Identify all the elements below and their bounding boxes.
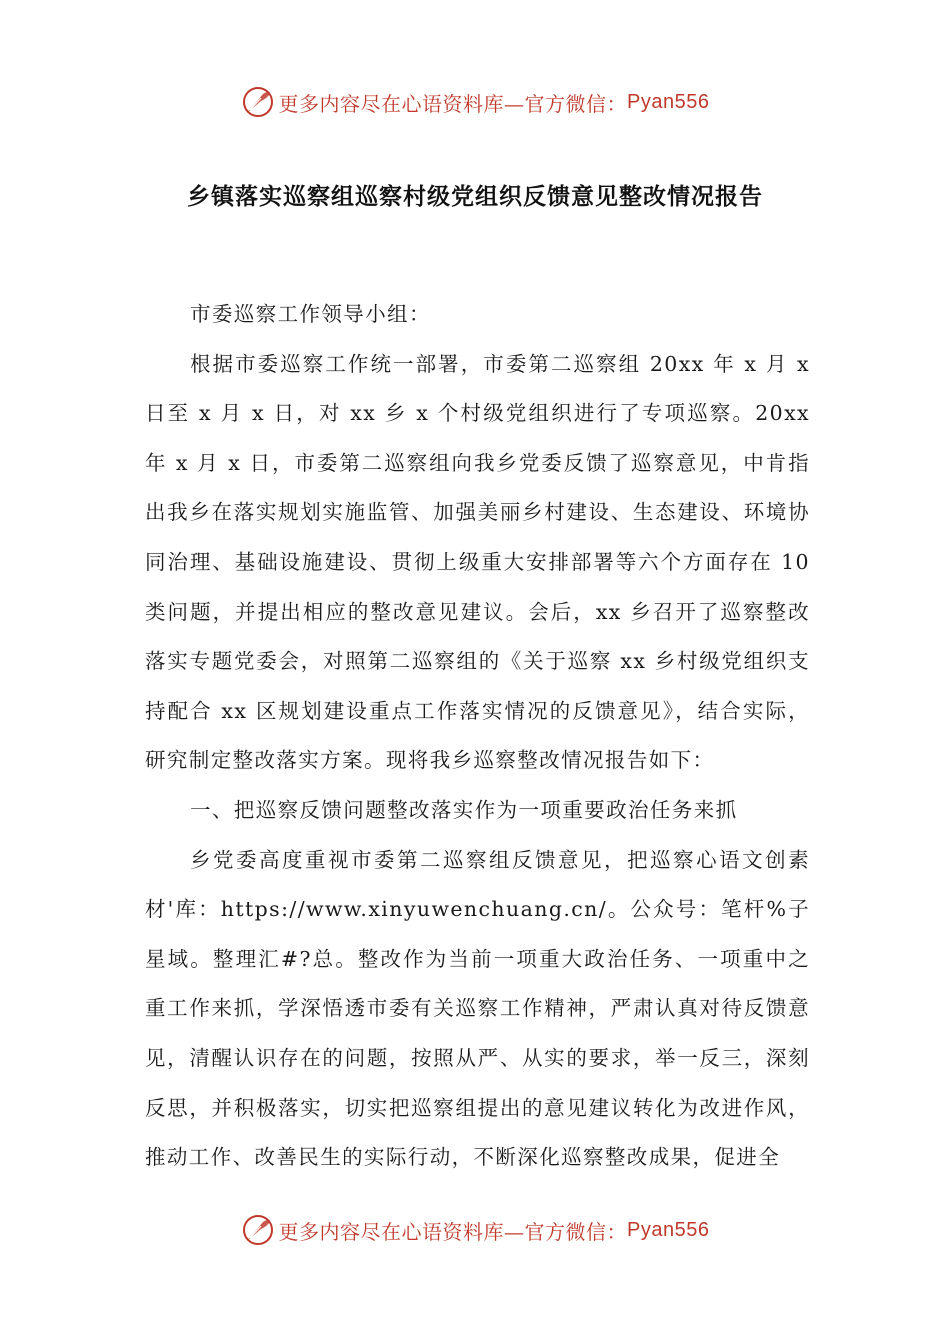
watermark-text: 更多内容尽在心语资料库—官方微信：: [278, 1219, 628, 1244]
watermark-account: Pyan556: [627, 1218, 710, 1241]
watermark-text: 更多内容尽在心语资料库—官方微信：: [278, 91, 628, 116]
quill-logo-icon: [241, 1213, 275, 1247]
watermark-banner-top: [0, 82, 950, 122]
salutation: 市委巡察工作领导小组：: [190, 302, 431, 326]
document-title: 乡镇落实巡察组巡察村级党组织反馈意见整改情况报告: [187, 184, 763, 210]
document-body: [145, 290, 818, 1183]
paragraph: 根据市委巡察工作统一部署，市委第二巡察组 20xx 年 x 月 x 日至 x 月 x 日，对 xx 乡 x 个村级党组织进行了专项巡察。20xx 年 x 月 x 日，市委第二巡察组向我乡党委反馈了巡察意见，中肯指出我乡在落实规划实施监管、加强美丽乡村建设、生态建设、环境协同治理、基础设施建设、贯彻上级重大安排部署等六个方面存在 10 类问题，并提出相应的整改意见建议。会后，xx 乡召开了巡察整改落实专题党委会，对照第二巡察组的《关于巡察 xx 乡村级党组织支持配合 xx 区规划建设重点工作落实情况的反馈意见》，结合实际，研究制定整改落实方案。现将我乡巡察整改情况报告如下：: [145, 351, 818, 773]
watermark-account: Pyan556: [627, 90, 710, 113]
quill-logo-icon: [241, 85, 275, 119]
paragraph: 乡党委高度重视市委第二巡察组反馈意见，把巡察心语文创素材'库：https://www.xinyuwenchuang.cn/。公众号：笔杆%子星域。整理汇#?总。整改作为当前一项重大政治任务、一项重中之重工作来抓，学深悟透市委有关巡察工作精神，严肃认真对待反馈意见，清醒认识存在的问题，按照从严、从实的要求，举一反三，深刻反思，并积极落实，切实把巡察组提出的意见建议转化为改进作风，推动工作、改善民生的实际行动，不断深化巡察整改成果，促进全: [145, 847, 810, 1170]
section-heading: 一、把巡察反馈问题整改落实作为一项重要政治任务来抓: [190, 797, 738, 822]
watermark-banner-bottom: [0, 1210, 950, 1250]
